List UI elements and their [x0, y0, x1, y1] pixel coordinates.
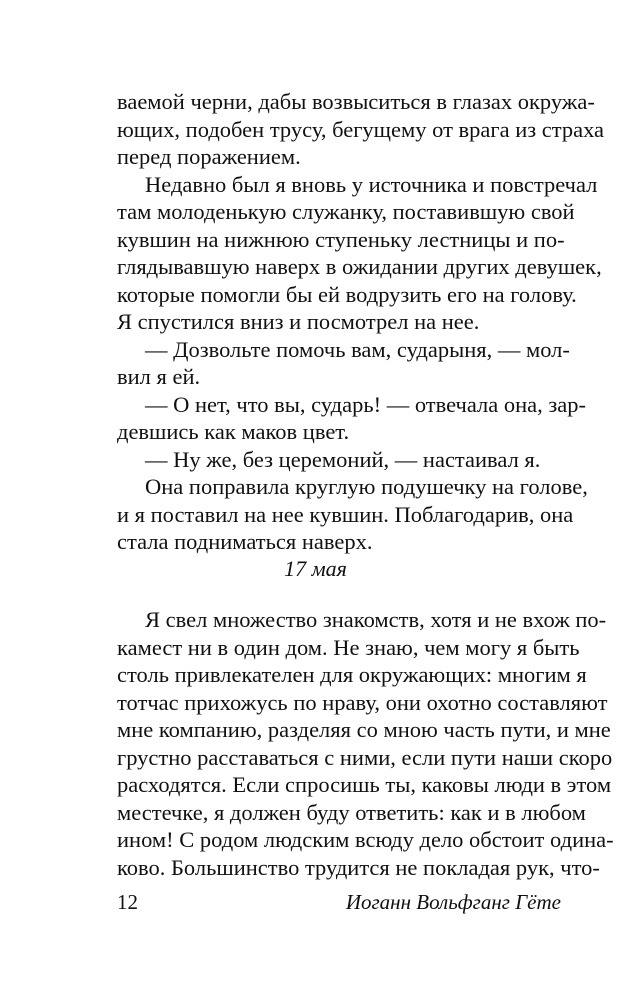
text-line: ином! С родом людским всюду дело обстоит одина-	[117, 827, 614, 852]
text-line: тотчас прихожусь по нраву, они охотно составляют	[117, 690, 608, 715]
text-line: ваемой черни, дабы возвыситься в глазах окружа-	[117, 89, 595, 114]
text-line: Недавно был я вновь у источника и повстречал	[145, 172, 598, 197]
text-line: вил я ей.	[117, 364, 201, 389]
text-line: которые помогли бы ей водрузить его на голову.	[117, 282, 577, 307]
text-line: глядывавшую наверх в ожидании других девушек,	[117, 254, 602, 279]
text-line: Я спустился вниз и посмотрел на нее.	[117, 309, 480, 334]
page-number: 12	[117, 890, 138, 914]
text-line: — Дозвольте помочь вам, сударыня, — мол-	[145, 337, 570, 362]
text-line: камест ни в один дом. Не знаю, чем могу я быть	[117, 635, 580, 660]
running-footer-author: Иоганн Вольфганг Гёте	[345, 890, 561, 914]
text-line: мне компанию, разделяя со мною часть пути, и мне	[117, 717, 611, 742]
text-line: и я поставил на нее кувшин. Поблагодарив, она	[117, 502, 574, 527]
text-line: Она поправила круглую подушечку на голове,	[145, 474, 588, 499]
text-line: местечке, я должен буду ответить: как и в любом	[117, 800, 586, 825]
text-line: столь привлекателен для окружающих: многим я	[117, 662, 587, 687]
text-line: расходятся. Если спросишь ты, каковы люди в этом	[117, 772, 612, 797]
text-line: стала подниматься наверх.	[117, 529, 373, 554]
text-line: девшись как маков цвет.	[117, 419, 350, 444]
text-line: — О нет, что вы, сударь! — отвечала она, зар-	[145, 392, 587, 417]
text-line: ково. Большинство трудится не покладая рук, что-	[117, 855, 600, 880]
text-line: ющих, подобен трусу, бегущему от врага из страха	[117, 117, 605, 142]
section-heading: 17 мая	[284, 556, 347, 581]
text-line: — Ну же, без церемоний, — настаивал я.	[145, 447, 541, 472]
text-line: там молоденькую служанку, поставившую свой	[117, 199, 575, 224]
text-line: грустно расставаться с ними, если пути наши скоро	[117, 745, 613, 770]
text-line: кувшин на нижнюю ступеньку лестницы и по-	[117, 227, 565, 252]
text-line: Я свел множество знакомств, хотя и не вхож по-	[145, 607, 607, 632]
text-line: перед поражением.	[117, 144, 301, 169]
